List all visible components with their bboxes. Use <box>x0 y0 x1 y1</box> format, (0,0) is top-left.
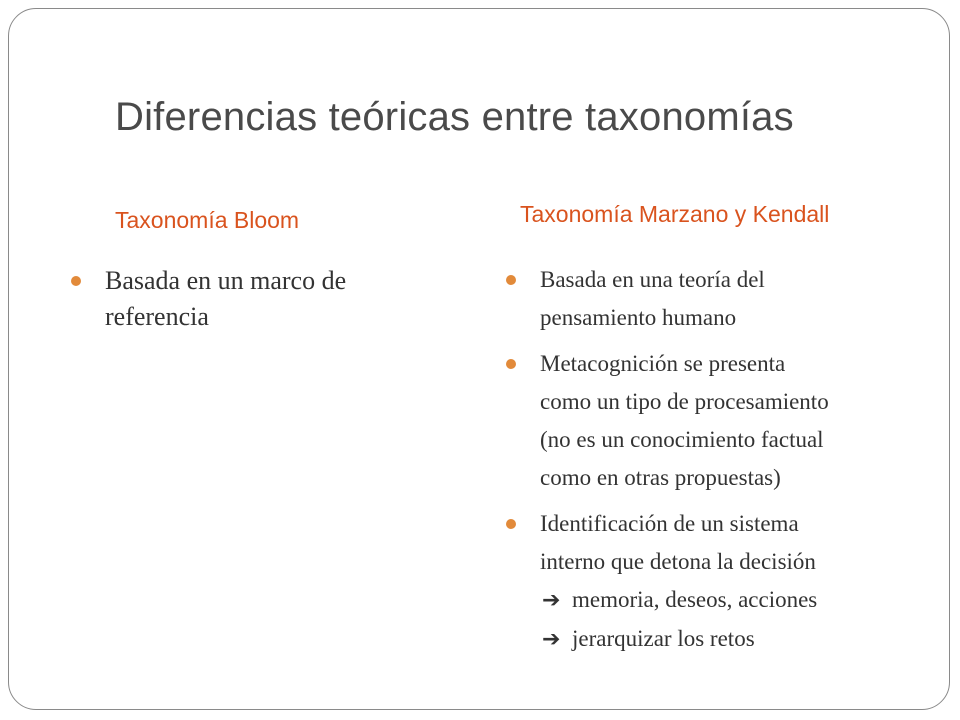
list-item <box>506 505 926 659</box>
list-item <box>71 263 401 335</box>
arrow-line-text: jerarquizar los retos <box>572 626 755 651</box>
column-heading-marzano-kendall: Taxonomía Marzano y Kendall <box>520 201 830 227</box>
bullet-dot-icon <box>71 276 81 286</box>
slide-frame <box>8 8 950 710</box>
bullet-text-line: como un tipo de procesamiento <box>540 389 829 414</box>
bullet-dot-icon <box>506 275 516 285</box>
column-heading-bloom: Taxonomía Bloom <box>115 207 300 233</box>
bloom-bullet-list <box>71 263 401 335</box>
arrow-text-line <box>540 620 926 659</box>
bullet-text-line: Metacognición se presenta <box>540 351 786 376</box>
list-item <box>506 261 926 337</box>
marzano-bullet-list <box>506 261 926 667</box>
bullet-text-line: referencia <box>105 302 209 331</box>
list-item <box>506 345 926 497</box>
bullet-text-line: pensamiento humano <box>540 305 737 330</box>
bullet-dot-icon <box>506 359 516 369</box>
bullet-text-line: Identificación de un sistema <box>540 511 799 536</box>
bullet-text-line: como en otras propuestas) <box>540 465 781 490</box>
bullet-text-line: Basada en un marco de <box>105 266 347 295</box>
arrow-right-icon: ➔ <box>542 588 561 613</box>
bullet-text-line: (no es un conocimiento factual <box>540 427 824 452</box>
arrow-text-line <box>540 581 926 620</box>
arrow-line-text: memoria, deseos, acciones <box>572 587 818 612</box>
bullet-dot-icon <box>506 519 516 529</box>
bullet-text-line: interno que detona la decisión <box>540 549 816 574</box>
arrow-right-icon: ➔ <box>542 627 561 652</box>
bullet-text-line: Basada en una teoría del <box>540 267 765 292</box>
slide-title: Diferencias teóricas entre taxonomías <box>115 95 794 139</box>
